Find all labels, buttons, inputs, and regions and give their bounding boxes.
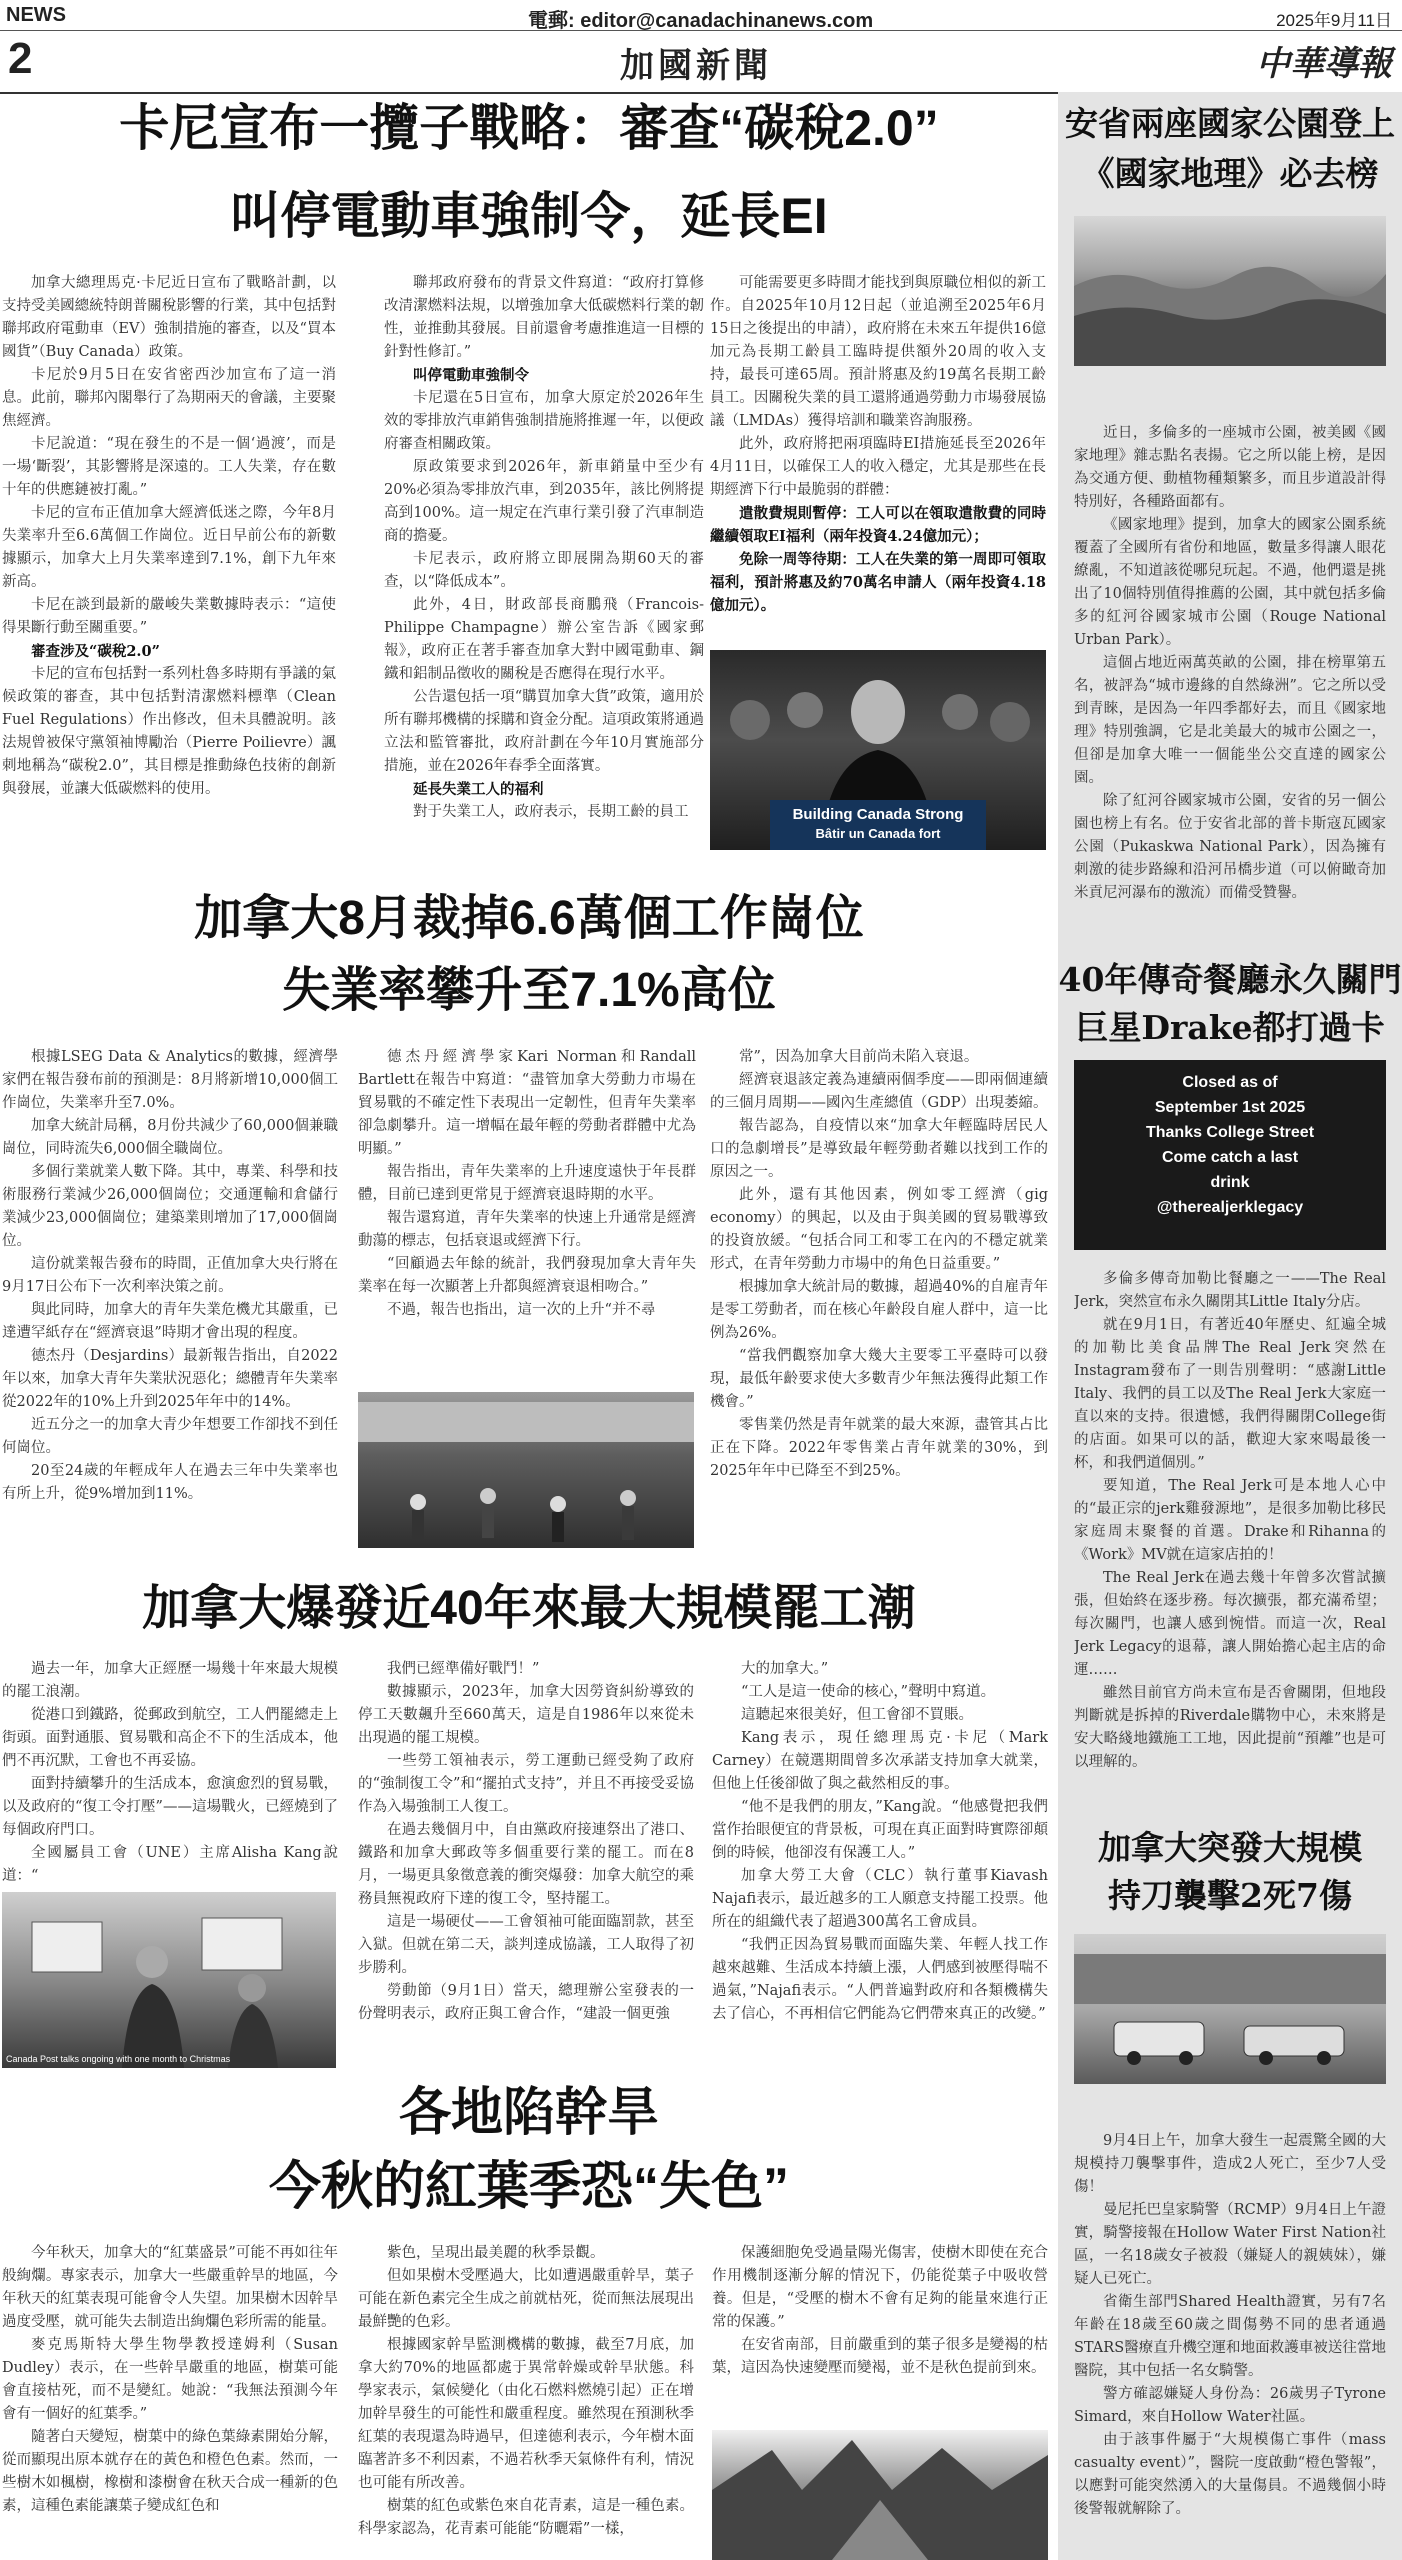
side2-headline-1: 40年傳奇餐廳永久關門	[1058, 960, 1402, 999]
paragraph: 這個占地近兩萬英畝的公園，排在榜單第五名，被評為“城市邊緣的自然綠洲”。它之所以受到青睞，是因為一年四季都好去，而且《國家地理》特別強調，它是北美最大的城市公園之一，但卻是加拿大唯一一個能坐公交直達的國家公園。	[1074, 655, 1386, 786]
sign-line: drink	[1210, 1174, 1250, 1191]
paragraph: 報告認為，自疫情以來“加拿大年輕臨時居民人口的急劇增長”是導致最年輕勞動者難以找到工作的原因之一。	[710, 1118, 1048, 1180]
paragraph: “他不是我們的朋友，”Kang說。“他感覺把我們當作抬眼便宜的背景板，可現在真正面對時實際卻顛倒的時候，他卻沒有保護工人。”	[712, 1799, 1048, 1861]
paragraph: 就在9月1日，有著近40年歷史、紅遍全城的加勒比美食品牌The Real Jerk突然在Instagram發布了一則告別聲明：“感謝Little Italy、我們的員工以及The Real Jerk大家庭一直以來的支持。很遺憾，我們得關閉College街的店面。如果可以的話，歡迎大家來喝最後一杯，和我們道個別。”	[1074, 1317, 1386, 1471]
side3-body	[1074, 2130, 1386, 2555]
paragraph: 卡尼還在5日宣布，加拿大原定於2026年生效的零排放汽車銷售強制措施將推遲一年，以便政府審查相關政策。	[384, 390, 704, 452]
a2-col-2	[358, 1046, 696, 1386]
paragraph: 面對持續攀升的生活成本，愈演愈烈的貿易戰，以及政府的“復工令打壓”——這場戰火，已經燒到了每個政府門口。	[2, 1776, 338, 1838]
paragraph: 紫色，呈現出最美麗的秋季景觀。	[387, 2245, 605, 2261]
side1-headline-1: 安省兩座國家公園登上	[1065, 104, 1395, 143]
paragraph: 勞動節（9月1日）當天，總理辦公室發表的一份聲明表示，政府正與工會合作，“建設一個更強	[358, 1983, 694, 2022]
police-vehicles-figure	[1074, 1934, 1386, 2084]
side3-headline-1: 加拿大突發大規模	[1098, 1828, 1362, 1867]
a1-col-2	[384, 272, 704, 844]
autumn-trees-photo	[712, 2430, 1048, 2560]
paragraph: 多倫多傳奇加勒比餐廳之一——The Real Jerk，突然宣布永久關閉其Little Italy分店。	[1074, 1271, 1386, 1310]
paragraph: 報告指出，青年失業率的上升速度遠快于年長群體，目前已達到更常見于經濟衰退時期的水平。	[358, 1164, 696, 1203]
a1-col-1	[2, 272, 336, 844]
paragraph: 公告還包括一項“購買加拿大貨”政策，適用於所有聯邦機構的採購和資金分配。這項政策將通過立法和監管審批，政府計劃在今年10月實施部分措施，並在2026年春季全面落實。	[384, 689, 704, 774]
side3-headline-2: 持刀襲擊2死7傷	[1108, 1876, 1352, 1915]
strike-protest-photo	[2, 1892, 336, 2068]
paragraph: Kang表示，現任總理馬克·卡尼（Mark Carney）在競選期間曾多次承諾支持加拿大就業，但他上任後卻做了與之截然相反的事。	[712, 1730, 1048, 1792]
paragraph: 不過，報告也指出，這一次的上升“并不尋	[387, 1302, 656, 1318]
subheading: 審查涉及“碳稅2.0”	[31, 643, 160, 660]
sign-line: September 1st 2025	[1154, 1099, 1306, 1116]
paragraph: 20至24歲的年輕成年人在過去三年中失業率也有所上升，從9%增加到11%。	[2, 1463, 338, 1502]
a4-col-3	[712, 2242, 1048, 2422]
a1-col-3	[710, 272, 1046, 632]
paragraph: 此外，還有其他因素，例如零工經濟（gig economy）的興起，以及由于與美國的貿易戰導致的投資放緩。“包括合同工和零工在內的不穩定就業形式，在青年勞動力市場中的角色日益重要。”	[710, 1187, 1048, 1272]
paragraph: 報告還寫道，青年失業率的快速上升通常是經濟動蕩的標志，包括衰退或經濟下行。	[358, 1210, 696, 1249]
paragraph: 加拿大勞工大會（CLC）執行董事Kiavash Najafi表示，最近越多的工人願意支持罷工投票。他所在的組織代表了超過300萬名工會成員。	[712, 1868, 1048, 1930]
subheading: 免除一周等待期：工人在失業的第一周即可領取福利，預計將惠及約70萬名申請人（兩年投資4.18億加元）。	[710, 551, 1046, 614]
mall-shoppers-figures	[358, 1392, 694, 1548]
page-header	[0, 0, 1402, 31]
page-number: 2	[8, 34, 33, 83]
paragraph: 要知道，The Real Jerk可是本地人心中的“最正宗的jerk雞發源地”，是很多加勒比移民家庭周末聚餐的首選。Drake和Rihanna的《Work》MV就在這家店拍的！	[1074, 1478, 1386, 1563]
paragraph: 根據國家幹旱監測機構的數據，截至7月底，加拿大約70%的地區都處于異常幹燥或幹旱狀態。科學家表示，氣候變化（由化石燃料燃燒引起）正在增加幹旱發生的可能性和嚴重程度。雖然現在預測秋季紅葉的表現還為時過早，但達德利表示，今年樹木面臨著許多不利因素，不過若秋季天氣條件有利，情況也可能有所改善。	[358, 2337, 694, 2491]
paragraph: 數據顯示，2023年，加拿大因勞資糾紛導致的停工天數飆升至660萬天，這是自1986年以來從未出現過的罷工規模。	[358, 1684, 694, 1746]
email-line: 電郵: editor@canadachinanews.com	[528, 10, 874, 32]
paragraph: 根據加拿大統計局的數據，超過40%的自雇青年是零工勞動者，而在核心年齡段自雇人群中，這一比例為26%。	[710, 1279, 1048, 1341]
paragraph: 根據LSEG Data & Analytics的數據，經濟學家們在報告發布前的預測是：8月將新增10,000個工作崗位，失業率升至7.0%。	[2, 1049, 338, 1111]
paragraph: 在安省南部，目前嚴重到的葉子很多是變褐的枯葉，這因為快速變壓而變褐，並不是秋色提前到來。	[712, 2337, 1048, 2376]
paragraph: “工人是這一使命的核心，”聲明中寫道。	[741, 1684, 996, 1700]
paragraph: 德杰丹（Desjardins）最新報告指出，自2022年以來，加拿大青年失業狀況惡化；總體青年失業率從2022年的10%上升到2025年年中的14%。	[2, 1348, 338, 1410]
paragraph: 這是一場硬仗——工會領袖可能面臨罰款，甚至入獄。但就在第二天，談判達成協議，工人取得了初步勝利。	[358, 1914, 694, 1976]
subheading: 叫停電動車強制令	[413, 367, 529, 384]
paragraph: The Real Jerk在過去幾十年曾多次嘗試擴張，但始終在逐步務。每次擴張，都充滿希望；每次關門，也讓人感到惋惜。而這一次，Real Jerk Legacy的退幕，讓人開始擔心起主店的命運……	[1074, 1570, 1386, 1678]
forest-park-photo	[1074, 216, 1386, 366]
paragraph: 卡尼的宣布正值加拿大經濟低迷之際，今年8月失業率升至6.6萬個工作崗位。近日早前公布的新數據顯示，加拿大上月失業率達到7.1%，創下九年來新高。	[2, 505, 336, 590]
a3-headline: 加拿大爆發近40年來最大規模罷工潮	[142, 1582, 916, 1635]
paragraph: 卡尼的宣布包括對一系列杜魯多時期有爭議的氣候政策的審查，其中包括對清潔燃料標準（Clean Fuel Regulations）作出修改，但未具體說明。該法規曾被保守黨領袖博勵治（Pierre Poilievre）諷刺地稱為“碳稅2.0”，其目標是推動綠色技術的創新與發展，並讓大低碳燃料的使用。	[2, 666, 336, 797]
a2-headline-1: 加拿大8月裁掉6.6萬個工作崗位	[194, 892, 864, 945]
paragraph: “當我們觀察加拿大幾大主要零工平臺時可以發現，最低年齡要求使大多數青少年無法獲得此類工作機會。”	[710, 1348, 1048, 1410]
paragraph: 這聽起來很美好，但工會卻不買賬。	[741, 1707, 973, 1723]
paragraph: 經濟衰退該定義為連續兩個季度——即兩個連續的三個月周期——國內生產總值（GDP）出現萎縮。	[710, 1072, 1048, 1111]
section-title: 加國新聞	[620, 46, 772, 86]
paragraph: 近日，多倫多的一座城市公園，被美國《國家地理》雜志點名表揚。它之所以能上榜，是因為交通方便、動植物種類繁多，而且步道設計得特別好，各種路面都有。	[1074, 425, 1386, 510]
paragraph: 卡尼表示，政府將立即展開為期60天的審查，以“降低成本”。	[384, 551, 704, 590]
paragraph: 9月4日上午，加拿大發生一起震驚全國的大規模持刀襲擊事件，造成2人死亡，至少7人受傷！	[1074, 2133, 1386, 2195]
a4-col-1	[2, 2242, 338, 2560]
paragraph: 由于該事件屬于“大規模傷亡事件（mass casualty event）”，醫院一度啟動“橙色警報”，以應對可能突然湧入的大量傷員。不過幾個小時後警報就解除了。	[1074, 2432, 1386, 2517]
paragraph: 雖然目前官方尚未宣布是否會關閉，但地段判斷就是拆掉的Riverdale購物中心，未來將是安大略綫地鐵施工工地，因此提前“預離”也是可以理解的。	[1074, 1685, 1386, 1770]
paragraph: 常”，因為加拿大目前尚未陷入衰退。	[739, 1049, 979, 1065]
carney-podium-photo	[710, 650, 1046, 850]
paragraph: 加拿大統計局稱，8月份共減少了60,000個兼職崗位，同時流失6,000個全職崗位。	[2, 1118, 338, 1157]
side2-headline-2: 巨星Drake都打過卡	[1075, 1008, 1385, 1047]
podium-sign-text: Building Canada Strong	[792, 806, 964, 823]
paragraph: 多個行業就業人數下降。其中，專業、科學和技術服務行業減少26,000個崗位；交通運輸和倉儲行業減少23,000個崗位；建築業則增加了17,000個崗位。	[2, 1164, 338, 1249]
paragraph: 警方確認嫌疑人身份為：26歲男子Tyrone Simard，來自Hollow Water社區。	[1074, 2386, 1386, 2425]
side2-body	[1074, 1268, 1386, 1808]
section-tag: NEWS	[6, 4, 66, 26]
paragraph: 《國家地理》提到，加拿大的國家公園系統覆蓋了全國所有省份和地區，數量多得讓人眼花繚亂，不知道該從哪兒玩起。不過，他們還是挑出了10個特別值得推薦的公園，其中就包括多倫多的紅河谷國家城市公園（Rouge National Urban Park）。	[1074, 517, 1386, 648]
paragraph: 零售業仍然是青年就業的最大來源，盡管其占比正在下降。2022年零售業占青年就業的30%，到2025年年中已降至不到25%。	[710, 1417, 1048, 1479]
police-scene-photo	[1074, 1934, 1386, 2084]
forest-canopy-figure	[1074, 216, 1386, 366]
paragraph: 近五分之一的加拿大青少年想要工作卻找不到任何崗位。	[2, 1417, 338, 1456]
paragraph: 這份就業報告發布的時間，正值加拿大央行將在9月17日公布下一次利率決策之前。	[2, 1256, 338, 1295]
paragraph: 省衛生部門Shared Health證實，另有7名年齡在18歲至60歲之間傷勢不同的患者通過STARS醫療直升機空運和地面救護車被送往當地醫院，其中包括一名女騎警。	[1074, 2294, 1386, 2379]
paragraph: 曼尼托巴皇家騎警（RCMP）9月4日上午證實，騎警接報在Hollow Water First Nation社區，一名18歲女子被殺（嫌疑人的親姨妹），嫌疑人已死亡。	[1074, 2202, 1386, 2287]
paragraph: 與此同時，加拿大的青年失業危機尤其嚴重，已達遭罕紙存在“經濟衰退”時期才會出現的程度。	[2, 1302, 338, 1341]
paragraph: 原政策要求到2026年，新車銷量中至少有20%必須為零排放汽車，到2035年，該比例將提高到100%。這一規定在汽車行業引發了汽車制造商的擔憂。	[384, 459, 704, 544]
paragraph: 一些勞工領袖表示，勞工運動已經受夠了政府的“強制復工令”和“擺拍式支持”，并且不再接受妥協作為入場強制工人復工。	[358, 1753, 694, 1815]
a3-col-3	[712, 1658, 1048, 2068]
sign-line: Come catch a last	[1161, 1149, 1299, 1166]
paragraph: 樹葉的紅色或紫色來自花青素，這是一種色素。科學家認為，花青素可能能“防曬霜”一樣，	[358, 2498, 694, 2537]
closing-sign	[1074, 1070, 1386, 1220]
subheading: 延長失業工人的福利	[413, 781, 544, 798]
paragraph: 在過去幾個月中，自由黨政府接連祭出了港口、鐵路和加拿大郵政等多個重要行業的罷工。而在8月，一場更具象徵意義的衝突爆發：加拿大航空的乘務員無視政府下達的復工令，堅持罷工。	[358, 1822, 694, 1907]
strike-photo-caption: Canada Post talks ongoing with one month to Christmas	[6, 2054, 231, 2064]
restaurant-sign-photo	[1074, 1060, 1386, 1250]
paragraph: 全國屬員工會（UNE）主席Alisha Kang說道：“	[2, 1845, 338, 1884]
a3-col-1	[2, 1658, 338, 1888]
paragraph: 此外，4日，財政部長商鵬飛（Francois-Philippe Champagne）辦公室告訴《國家郵報》，政府正在著手審查加拿大對中國電動車、鋼鐵和鋁制品徵收的關稅是否應得在現行水平。	[384, 597, 704, 682]
paragraph: 但如果樹木受壓過大，比如遭遇嚴重幹旱，葉子可能在新色素完全生成之前就枯死，從而無法展現出最鮮艷的色彩。	[358, 2268, 694, 2330]
side1-body	[1074, 422, 1386, 932]
page-banner	[0, 30, 1402, 94]
paragraph: 從港口到鐵路，從郵政到航空，工人們罷總走上街頭。面對通脹、貿易戰和高企不下的生活成本，他們不再沉默，工會也不再妥協。	[2, 1707, 338, 1769]
paragraph: 今年秋天，加拿大的“紅葉盛景”可能不再如往年般絢爛。專家表示，加拿大一些嚴重幹旱的地區，今年秋天的紅葉表現可能會令人失望。加果樹木因幹旱過度受壓，就可能失去制造出絢爛色彩所需的能量。	[2, 2245, 338, 2330]
a2-col-1	[2, 1046, 338, 1556]
masthead-logo: 中華導報	[1256, 44, 1392, 84]
sign-line: Thanks College Street	[1145, 1124, 1315, 1141]
paragraph: 對于失業工人，政府表示，長期工齡的員工	[413, 804, 689, 820]
paragraph: 加拿大總理馬克·卡尼近日宣布了戰略計劃，以支持受美國總統特朗普關稅影響的行業，其中包括對聯邦政府電動車（EV）強制措施的審查，以及“買本國貨”（Buy Canada）政策。	[2, 275, 336, 360]
paragraph: 可能需要更多時間才能找到與原職位相似的新工作。自2025年10月12日起（並追溯至2025年6月15日之後提出的申請），政府將在未來五年提供16億加元為長期工齡員工臨時提供額外20周的收入支持，最長可達65周。預計將惠及約19萬名長期工齡員工。因關稅失業的員工還將通過勞動力市場發展協議（LMDAs）獲得培訓和職業咨詢服務。	[710, 275, 1046, 429]
sign-line: @therealjerklegacy	[1156, 1199, 1304, 1216]
a4-headline-2: 今秋的紅葉季恐“失色”	[268, 2158, 789, 2216]
paragraph: 卡尼說道：“現在發生的不是一個‘過渡’，而是一場‘斷裂’，其影響將是深遠的。工人失業，存在數十年的供應鏈被打亂。”	[2, 436, 336, 498]
a4-headline-1: 各地陷幹旱	[398, 2084, 659, 2142]
a4-col-2	[358, 2242, 694, 2560]
paragraph: 過去一年，加拿大正經歷一場幾十年來最大規模的罷工浪潮。	[2, 1661, 338, 1700]
paragraph: 除了紅河谷國家城市公園，安省的另一個公園也榜上有名。位于安省北部的普卡斯寇瓦國家公園（Pukaskwa National Park），因為擁有刺激的徒步路線和沿河吊橋步道（可以俯瞰奇加米貢尼河瀑布的激流）而備受贊譽。	[1074, 793, 1386, 901]
paragraph: 卡尼在談到最新的嚴峻失業數據時表示：“這使得果斷行動至關重要。”	[2, 597, 336, 636]
a3-col-2	[358, 1658, 694, 2068]
a2-headline-2: 失業率攀升至7.1%高位	[282, 964, 776, 1017]
paragraph: 大的加拿大。”	[741, 1661, 829, 1677]
paragraph: 麥克馬斯特大學生物學教授達姆利（Susan Dudley）表示，在一些幹旱嚴重的地區，樹葉可能會直接枯死，而不是變紅。她說：“我無法預測今年會有一個好的紅葉季。”	[2, 2337, 338, 2422]
paragraph: “我們正因為貿易戰而面臨失業、年輕人找工作越來越難、生活成本持續上漲，人們感到被壓得喘不過氣，”Najafi表示。“人們普遍對政府和各類機構失去了信心，不再相信它們能為它們帶來真正的改變。”	[712, 1937, 1048, 2022]
a2-col-3	[710, 1046, 1048, 1556]
subheading: 遣散費規則暫停：工人可以在領取遣散費的同時繼續領取EI福利（兩年投資4.24億加元）；	[710, 505, 1046, 545]
paragraph: 卡尼於9月5日在安省密西沙加宣布了這一消息。此前，聯邦內閣舉行了為期兩天的會議，主要聚焦經濟。	[2, 367, 336, 429]
paragraph: 保護細胞免受過量陽光傷害，使樹木即使在充合作用機制逐漸分解的情況下，仍能從葉子中吸收營養。但是，“受壓的樹木不會有足夠的能量來進行正常的保護。”	[712, 2245, 1048, 2330]
paragraph: 我們已經準備好戰鬥！”	[387, 1661, 540, 1677]
podium-sign-text-fr: Bâtir un Canada fort	[815, 826, 941, 841]
a1-headline-2: 叫停電動車強制令，延長EI	[230, 188, 828, 244]
issue-date: 2025年9月11日	[1276, 11, 1392, 30]
paragraph: 德杰丹經濟學家Kari Norman和Randall Bartlett在報告中寫道：“盡管加拿大勞動力市場在貿易戰的不確定性下表現出一定韌性，但青年失業率卻急劇攀升。這一增幅在最年輕的勞動者群體中尤為明顯。”	[358, 1049, 696, 1157]
paragraph: 聯邦政府發布的背景文件寫道：“政府打算修改清潔燃料法規，以增強加拿大低碳燃料行業的韌性，並推動其發展。目前還會考慮推進這一目標的針對性修訂。”	[384, 275, 704, 360]
shopping-mall-photo	[358, 1392, 694, 1548]
paragraph: 此外，政府將把兩項臨時EI措施延長至2026年4月11日，以確保工人的收入穩定，尤其是那些在長期經濟下行中最脆弱的群體：	[710, 436, 1046, 498]
paragraph: 隨著白天變短，樹葉中的綠色葉綠素開始分解，從而顯現出原本就存在的黃色和橙色色素。然而，一些樹木如楓樹，橡樹和漆樹會在秋天合成一種新的色素，這種色素能讓葉子變成紅色和	[2, 2429, 338, 2514]
paragraph: “回顧過去年餘的統計，我們發現加拿大青年失業率在每一次顯著上升都與經濟衰退相吻合。”	[358, 1256, 696, 1295]
trees-road-figure	[712, 2430, 1048, 2560]
side1-headline-2: 《國家地理》必去榜	[1081, 154, 1379, 193]
sign-line: Closed as of	[1182, 1074, 1278, 1091]
picket-line-figures	[2, 1892, 336, 2068]
a1-headline-1: 卡尼宣布一攬子戰略：審查“碳稅2.0”	[119, 100, 939, 156]
